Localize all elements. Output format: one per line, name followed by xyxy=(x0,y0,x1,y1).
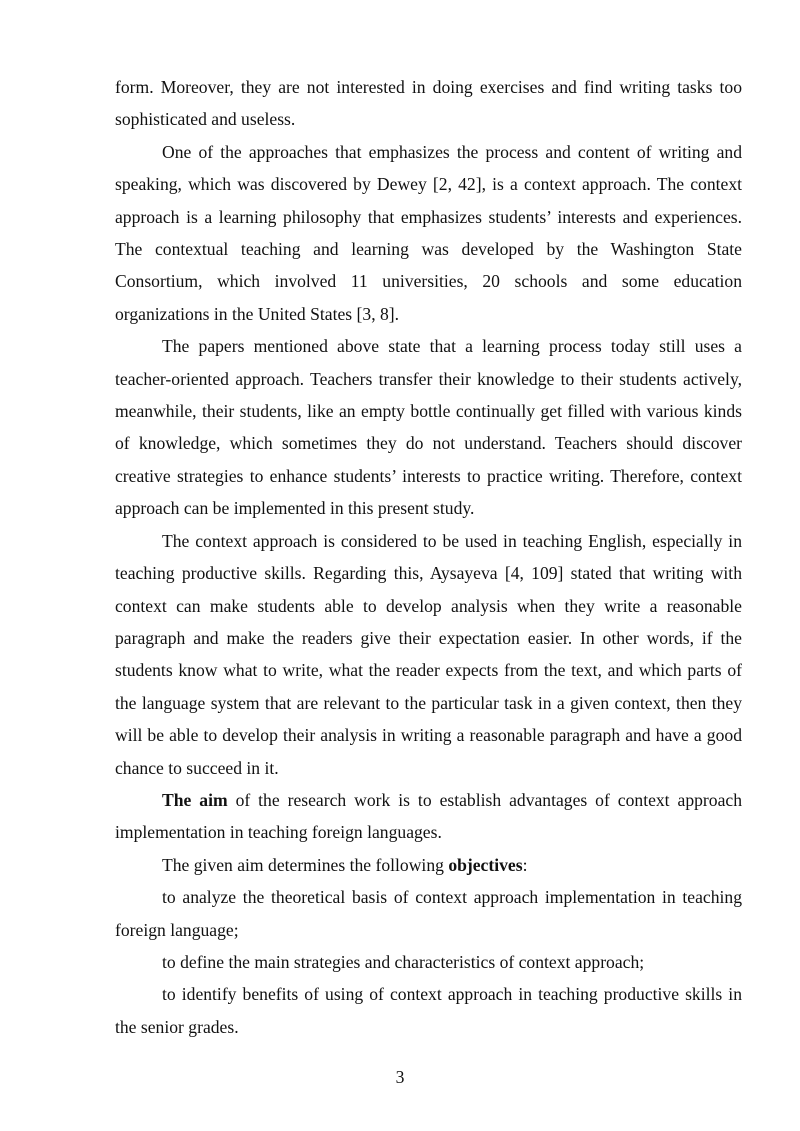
objectives-colon: : xyxy=(522,854,528,875)
objective-item: to define the main strategies and characteristics of context approach; xyxy=(162,951,645,972)
objectives-intro-text: The given aim determines the following xyxy=(162,854,449,875)
paragraph-teacher-oriented: The papers mentioned above state that a learning process today still uses a teacher-oriented approach. Teachers transfer their knowledge to their students actively, meanwhile, their students, like an empty bottle continually get filled with various kinds of knowledge, which sometimes they do not understand. Teachers should discover creative strategies to enhance students’ interests to practice writing. Therefore, context approach can be implemented in this present study. xyxy=(115,336,742,519)
aim-label: The aim xyxy=(162,789,228,810)
paragraph-aim xyxy=(115,784,742,849)
aim-text: of the research work is to establish advantages of context approach implementation in teaching foreign languages. xyxy=(115,789,742,843)
objectives-label: objectives xyxy=(448,854,523,875)
paragraph-productive-skills: The context approach is considered to be used in teaching English, especially in teaching productive skills. Regarding this, Aysayeva [4, 109] stated that writing with context can make students able to develop analysis when they write a reasonable paragraph and make the readers give their expectation easier. In other words, if the students know what to write, what the reader expects from the text, and which parts of the language system that are relevant to the particular task in a given context, then they will be able to develop their analysis in writing a reasonable paragraph and have a good chance to succeed in it. xyxy=(115,530,742,778)
page-number: 3 xyxy=(395,1067,405,1087)
objective-item: to identify benefits of using of context approach in teaching productive skills in the senior grades. xyxy=(115,984,742,1037)
objective-item: to analyze the theoretical basis of context approach implementation in teaching foreign language; xyxy=(115,887,742,940)
document-page xyxy=(115,71,742,1043)
paragraph-continuation: form. Moreover, they are not interested in doing exercises and find writing tasks too sophisticated and useless. xyxy=(115,77,742,130)
paragraph-objectives-intro xyxy=(115,849,742,881)
paragraph-context-approach: One of the approaches that emphasizes the process and content of writing and speaking, which was discovered by Dewey [2, 42], is a context approach. The context approach is a learning philosophy that emphasizes students’ interests and experiences. The contextual teaching and learning was developed by the Washington State Consortium, which involved 11 universities, 20 schools and some education organizations in the United States [3, 8]. xyxy=(115,141,742,324)
